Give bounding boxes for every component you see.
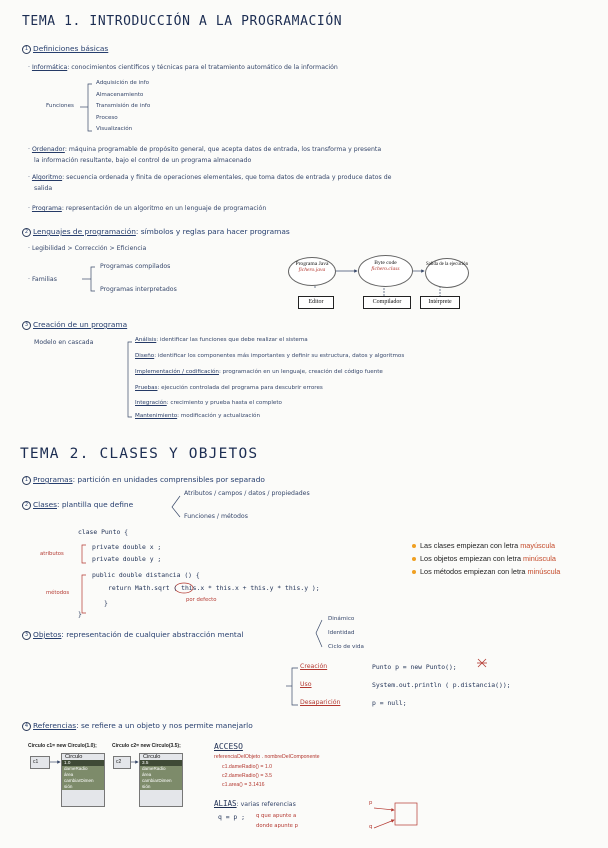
tema1-s3-heading: 3 Creación de un programa [22, 320, 127, 330]
tema2-s2: 2 Clases: plantilla que define [22, 500, 133, 510]
step-analisis: Análisis: identificar las funciones que debe realizar el sistema [135, 337, 308, 343]
code-line: } [104, 599, 108, 607]
objeto-prop: Identidad [328, 630, 355, 636]
lifecycle-creacion: Creación [300, 663, 328, 670]
tema1-s1-heading: 1 Definiciones básicas [22, 44, 108, 54]
alias-code: q = p ; [218, 813, 245, 821]
naming-rule-objetos: Los objetos empiezan con letra minúscula [412, 554, 556, 563]
algoritmo-def-2: salida [34, 185, 53, 192]
alias-def: ALIAS: varias referencias [214, 799, 296, 808]
code-line: public double distancia () { [92, 571, 200, 579]
funciones-brace [88, 84, 92, 131]
label-por-defecto: por defecto [186, 597, 217, 603]
alias-note-1: q que apunte a [256, 813, 297, 819]
informatica-def: · Informática: conocimientos científicos y técnicas para el tratamiento automático de la información [28, 64, 338, 71]
diagram-editor: Editor [298, 296, 334, 309]
tema2-s3: 3 Objetos: representación de cualquier abstracción mental [22, 630, 243, 640]
acceso-line: c2.dameRadio() = 3.5 [222, 773, 273, 779]
step-diseno: Diseño: identificar los componentes más importantes y definir su estructura, datos y algoritmos [135, 353, 405, 359]
diagram-programa-java: Programa Java fichero.java [288, 257, 336, 286]
diagram-byte-code: Byte code fichero.class [358, 255, 413, 287]
metodos-brace [82, 575, 86, 613]
alias-q: q [369, 824, 373, 830]
ref-c2: c2 [113, 756, 131, 769]
algoritmo-def: · Algoritmo: secuencia ordenada y finita de operaciones elementales, que toma datos de entrada y produce datos de [28, 174, 392, 181]
criteria: · Legibilidad > Corrección > Eficiencia [28, 245, 147, 252]
funcion-item: Transmisión de info [96, 103, 151, 109]
label-metodos: métodos [46, 590, 70, 596]
familias-label: · Familias [28, 276, 57, 283]
code-line: private double x ; [92, 543, 162, 551]
naming-rule-clases: Las clases empiezan con letra mayúscula [412, 541, 555, 550]
funcion-item: Adquisición de info [96, 80, 150, 86]
acceso-title: ACCESO [214, 742, 243, 751]
acceso-line: c1.dameRadio() = 1.0 [222, 764, 273, 770]
funciones-label: Funciones [46, 103, 74, 109]
circulo1-title: Circulo c1= new Circulo(1.0); [28, 743, 97, 749]
naming-rule-metodos: Los métodos empiezan con letra minúscula [412, 567, 560, 576]
step-mantenimiento: Mantenimiento: modificación y actualización [135, 413, 261, 419]
modelo-cascada-label: Modelo en cascada [34, 339, 94, 346]
object-c1: Circulo 1.0 dameRadio área cambiarDimen sión [61, 753, 105, 807]
code-line: private double y ; [92, 555, 162, 563]
programa-def: · Programa: representación de un algoritmo en un lenguaje de programación [28, 205, 267, 212]
ordenador-def-2: la información resultante, bajo el control de un programa almacenado [34, 157, 252, 164]
lifecycle-desaparicion: Desaparición [300, 699, 341, 706]
cascada-brace [128, 342, 132, 417]
tema2-s1: 1 Programas: partición en unidades comprensibles por separado [22, 475, 265, 485]
step-implementacion: Implementación / codificación: programación en un lenguaje, creación del código fuente [135, 369, 383, 375]
familia-compilados: Programas compilados [100, 263, 171, 270]
clases-atributos: Atributos / campos / datos / propiedades [184, 490, 310, 497]
objeto-prop: Dinámico [328, 616, 355, 622]
acceso-line: c1.area() = 3.1416 [222, 782, 265, 788]
lifecycle-uso: Uso [300, 681, 312, 688]
ordenador-def: · Ordenador: máquina programable de propósito general, que acepta datos de entrada, los transforma y presenta [28, 146, 382, 153]
lifecycle-brace [292, 668, 298, 705]
lifecycle-code: p = null; [372, 699, 407, 707]
objeto-prop: Ciclo de vida [328, 644, 364, 650]
code-line: return Math.sqrt ( this.x * this.x + this.y * this.y ); [108, 584, 320, 592]
step-pruebas: Pruebas: ejecución controlada del programa para descubrir errores [135, 385, 323, 391]
object-c2: Circulo 3.5 dameRadio área cambiarDimen sión [139, 753, 183, 807]
familia-interpretados: Programas interpretados [100, 286, 177, 293]
tema2-title: TEMA 2. CLASES Y OBJETOS [20, 446, 259, 462]
atributos-brace [82, 545, 86, 563]
acceso-syntax: referenciaDelObjeto . nombreDelComponente [214, 754, 320, 760]
tema1-s2-heading: 2 Lenguajes de programación: símbolos y reglas para hacer programas [22, 227, 290, 237]
objetos-brace [316, 620, 322, 647]
funcion-item: Visualización [96, 126, 133, 132]
diagram-salida: Salida de la ejecución [425, 258, 469, 288]
alias-note-2: donde apunte p [256, 823, 298, 829]
familias-brace [91, 267, 95, 291]
tema1-title: TEMA 1. INTRODUCCIÓN A LA PROGRAMACIÓN [22, 14, 343, 29]
lifecycle-code: System.out.println ( p.distancia()); [372, 681, 511, 689]
ref-c1: c1 [30, 756, 50, 769]
clases-funciones: Funciones / métodos [184, 513, 248, 520]
clases-brace [172, 496, 180, 517]
lifecycle-code: Punto p = new Punto(); [372, 663, 457, 671]
code-line: clase Punto { [78, 528, 129, 536]
diagram-interprete: Intérprete [420, 296, 460, 309]
step-integracion: Integración: crecimiento y prueba hasta el completo [135, 400, 282, 406]
diagram-compilador: Compilador [363, 296, 411, 309]
funcion-item: Proceso [96, 115, 118, 121]
alias-p: p [369, 800, 373, 806]
code-line: } [78, 610, 82, 618]
circulo2-title: Circulo c2= new Circulo(3.5); [112, 743, 181, 749]
tema2-s4: 4 Referencias: se refiere a un objeto y nos permite manejarlo [22, 721, 253, 731]
label-atributos: atributos [40, 551, 64, 557]
funcion-item: Almacenamiento [96, 92, 144, 98]
